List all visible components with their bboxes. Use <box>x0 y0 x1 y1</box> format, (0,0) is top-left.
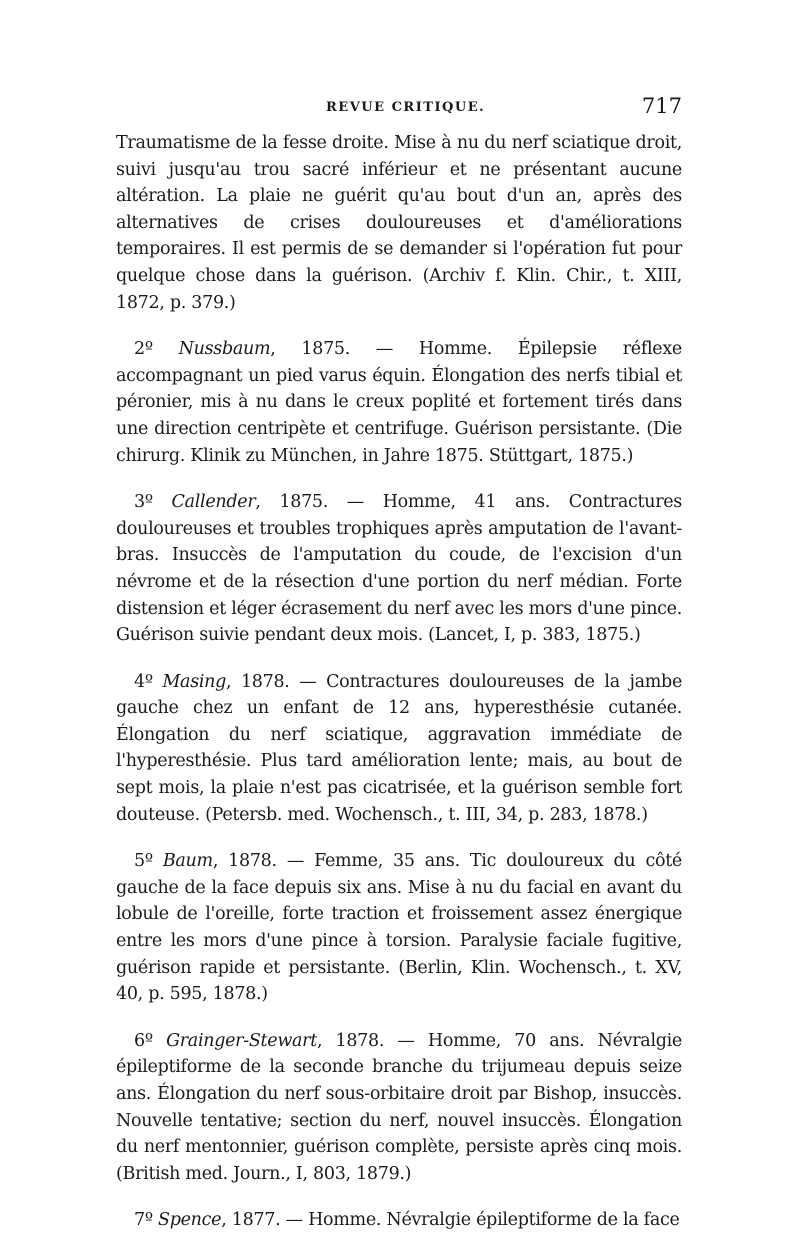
author-name: Masing <box>162 671 227 692</box>
author-name: Callender <box>171 492 256 513</box>
entry-number: 7º <box>134 1210 159 1231</box>
page-number: 717 <box>641 94 682 118</box>
paragraph-continuation <box>116 130 682 316</box>
paragraph-text: Traumatisme de la fesse droite. Mise à nu du nerf sciatique droit, suivi jusqu'au trou sacré inférieur et ne présentant aucune altération. La plaie ne guérit qu'au bout d'un an, après des alternatives de crises douloureuses et d'améliorations temporaires. Il est permis de se demander si l'opération fut pour quelque chose dans la guérison. (Archiv f. Klin. Chir., t. XIII, 1872, p. 379.) <box>116 133 682 313</box>
entry-number: 3º <box>134 492 172 513</box>
case-entry-5 <box>116 848 682 1008</box>
case-entry-6 <box>116 1028 682 1188</box>
author-name: Nussbaum <box>178 339 271 360</box>
author-name: Grainger-Stewart <box>166 1030 317 1051</box>
case-entry-2 <box>116 336 682 469</box>
entry-number: 6º <box>134 1030 167 1051</box>
entry-text: , 1875. — Homme. Épilepsie réflexe accompagnant un pied varus équin. Élongation des nerfs tibial et péronier, mis à nu dans le creux poplité et fortement tirés dans une direction centripète et centrifuge. Guérison persistante. (Die chirurg. Klinik zu München, in Jahre 1875. Stüttgart, 1875.) <box>116 339 682 466</box>
entry-number: 4º <box>134 671 163 692</box>
entry-text: , 1878. — Femme, 35 ans. Tic douloureux du côté gauche de la face depuis six ans. Mise à nu du facial en avant du lobule de l'oreille, forte traction et froissement assez énergique entre les mors d'une pince à torsion. Paralysie faciale fugitive, guérison rapide et persistante. (Berlin, Klin. Wochensch., t. XV, 40, p. 595, 1878.) <box>116 851 682 1005</box>
author-name: Baum <box>162 851 213 872</box>
case-entry-7 <box>116 1207 682 1234</box>
entry-text: , 1878. — Contractures douloureuses de la jambe gauche chez un enfant de 12 ans, hyperesthésie cutanée. Élongation du nerf sciatique, aggravation immédiate de l'hyperesthésie. Plus tard amélioration lente; mais, au bout de sept mois, la plaie n'est pas cicatrisée, et la guérison semble fort douteuse. (Petersb. med. Wochensch., t. III, 34, p. 283, 1878.) <box>116 671 682 825</box>
page-body <box>116 130 682 1234</box>
author-name: Spence <box>158 1210 222 1231</box>
entry-text: , 1877. — Homme. Névralgie épileptiforme de la face <box>221 1210 680 1231</box>
running-title: REVUE CRITIQUE. <box>326 100 486 115</box>
entry-text: , 1875. — Homme, 41 ans. Contractures douloureuses et troubles trophiques après amputation de l'avant-bras. Insuccès de l'amputation du coude, de l'excision d'un névrome et de la résection d'une portion du nerf médian. Forte distension et léger écrasement du nerf avec les mors d'une pince. Guérison suivie pendant deux mois. (Lancet, I, p. 383, 1875.) <box>116 492 682 646</box>
entry-text: , 1878. — Homme, 70 ans. Névralgie épileptiforme de la seconde branche du trijumeau depuis seize ans. Élongation du nerf sous-orbitaire droit par Bishop, insuccès. Nouvelle tentative; section du nerf, nouvel insuccès. Élongation du nerf mentonnier, guérison complète, persiste après cinq mois. (British med. Journ., I, 803, 1879.) <box>116 1030 682 1184</box>
case-entry-3 <box>116 489 682 649</box>
case-entry-4 <box>116 669 682 829</box>
page-header <box>116 94 682 124</box>
entry-number: 2º <box>134 339 179 360</box>
entry-number: 5º <box>134 851 163 872</box>
